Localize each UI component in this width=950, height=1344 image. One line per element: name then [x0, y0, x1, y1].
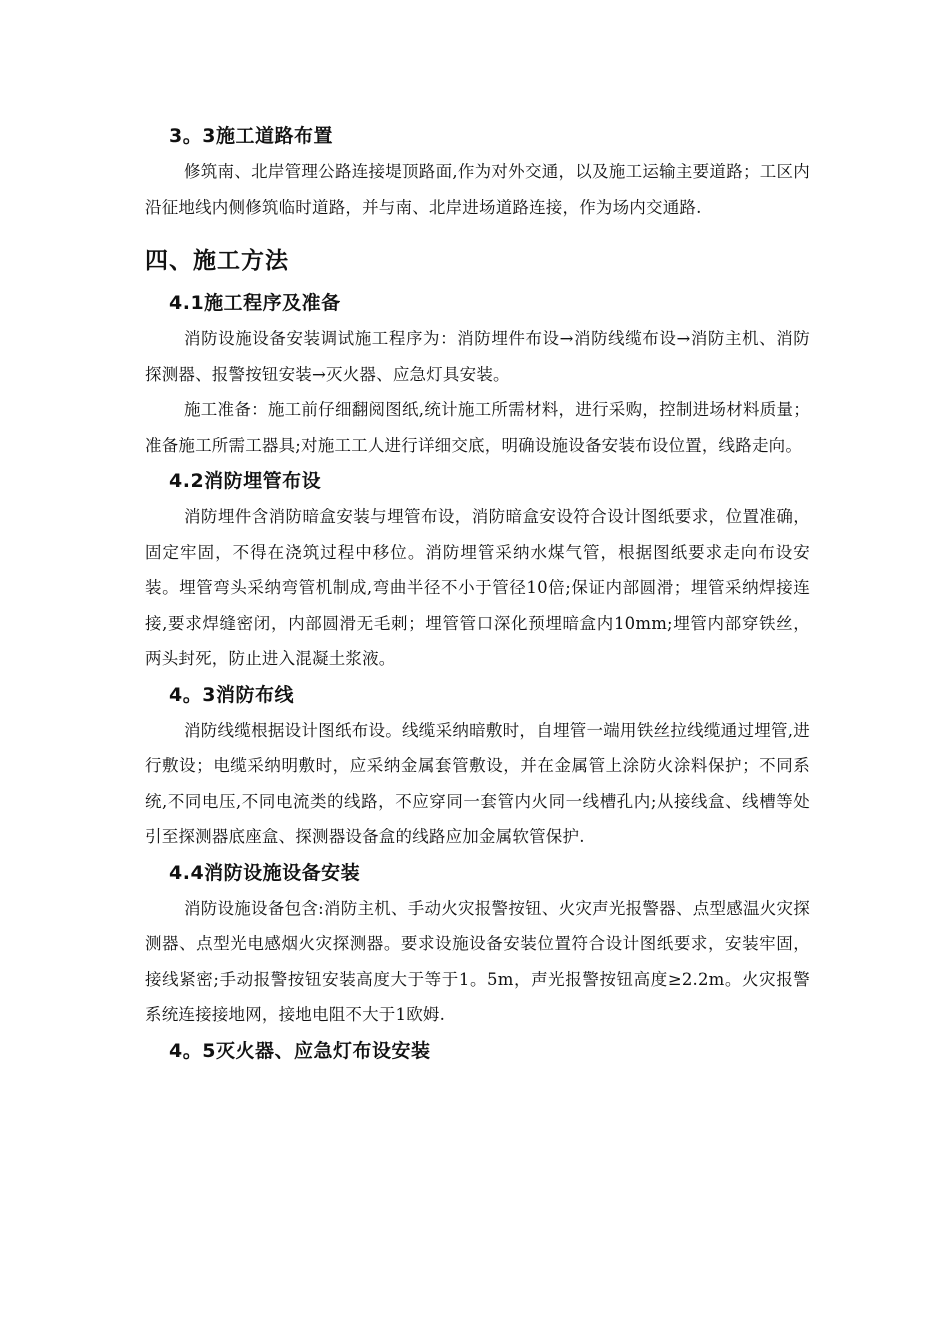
paragraph: 消防埋件含消防暗盒安装与埋管布设，消防暗盒安设符合设计图纸要求，位置准确，固定牢固，不得在浇筑过程中移位。消防埋管采纳水煤气管，根据图纸要求走向布设安装。埋管弯头采纳弯管机制成,弯曲半径不小于管径10倍;保证内部圆滑；埋管采纳焊接连接,要求焊缝密闭，内部圆滑无毛刺；埋管管口深化预埋暗盒内10mm;埋管内部穿铁丝，两头封死，防止进入混凝土浆液。 — [145, 507, 810, 668]
section-heading-3-3: 3。3施工道路布置 — [169, 125, 333, 147]
section-heading-4-3: 4。3消防布线 — [169, 683, 294, 706]
chapter-heading-4: 四、施工方法 — [145, 248, 289, 274]
paragraph: 消防设施设备安装调试施工程序为：消防埋件布设→消防线缆布设→消防主机、消防探测器、报警按钮安装→灭火器、应急灯具安装。 — [145, 329, 810, 384]
document-body — [145, 118, 810, 1069]
paragraph: 消防设施设备包含:消防主机、手动火灾报警按钮、火灾声光报警器、点型感温火灾探测器、点型光电感烟火灾探测器。要求设施设备安装位置符合设计图纸要求，安装牢固，接线紧密;手动报警按钮安装高度大于等于1。5m，声光报警按钮高度≥2.2m。火灾报警系统连接接地网，接地电阻不大于1欧姆. — [145, 898, 810, 1024]
section-heading-4-1: 4.1施工程序及准备 — [169, 292, 341, 314]
paragraph: 施工准备：施工前仔细翻阅图纸,统计施工所需材料，进行采购，控制进场材料质量；准备施工所需工器具;对施工工人进行详细交底，明确设施设备安装布设位置，线路走向。 — [145, 400, 810, 455]
section-heading-4-5: 4。5灭火器、应急灯布设安装 — [169, 1039, 431, 1062]
section-heading-4-2: 4.2消防埋管布设 — [169, 470, 322, 492]
paragraph: 消防线缆根据设计图纸布设。线缆采纳暗敷时，自埋管一端用铁丝拉线缆通过埋管,进行敷设；电缆采纳明敷时，应采纳金属套管敷设，并在金属管上涂防火涂料保护；不同系统,不同电压,不同电流类的线路，不应穿同一套管内火同一线槽孔内;从接线盒、线槽等处引至探测器底座盒、探测器设备盒的线路应加金属软管保护. — [145, 720, 810, 846]
section-heading-4-4: 4.4消防设施设备安装 — [169, 861, 361, 884]
paragraph: 修筑南、北岸管理公路连接堤顶路面,作为对外交通，以及施工运输主要道路；工区内沿征地线内侧修筑临时道路，并与南、北岸进场道路连接，作为场内交通路. — [145, 162, 810, 217]
